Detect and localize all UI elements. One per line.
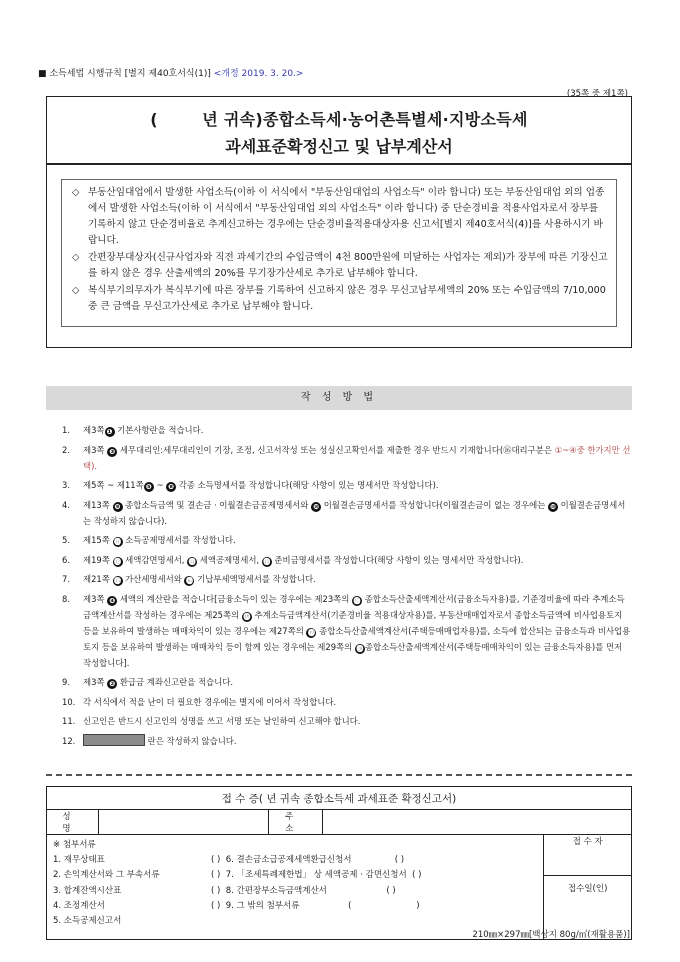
attachments-list: ※ 첨부서류 1. 재무상태표 ( ) 6. 결손금소급공제세액환급신청서 ( ) 2. 손익계산서와 그 부속서류 ( ) 7. 「조세특례제한법」 상 세액공제 · 감면신청서 ( ) 3. 합계잔액시산표 ( ) 8. 간편장부소득금액계산서 ( ) 4. 조정계산서 ( ) 9. 그 밖의 첨부서류 ( ) 5. 소득공제신고서: [47, 835, 544, 940]
circled-number-icon: ❹: [107, 596, 117, 606]
item-text: 제13쪽: [83, 499, 113, 510]
diamond-icon: ◇: [72, 285, 80, 296]
circled-number-icon: ⓮: [263, 557, 271, 566]
attachments-heading: ※ 첨부서류: [53, 840, 96, 850]
item-text: 제3쪽: [83, 444, 108, 455]
item-text: 제21쪽: [83, 574, 113, 584]
item-number: 6.: [62, 554, 70, 565]
instructions-heading: 작 성 방 법: [46, 386, 632, 410]
instruction-item: [62, 733, 632, 749]
title-paren: (: [150, 110, 158, 129]
item-text: 가산세명세서와: [122, 574, 185, 584]
circled-number-icon: ❽: [166, 482, 176, 492]
instruction-item: [62, 591, 632, 671]
item-text: 제15쪽: [83, 535, 113, 545]
receiver-cell: [544, 835, 632, 876]
circled-number-icon: ⓲: [243, 612, 251, 621]
title-line1-text: 년 귀속)종합소득세·농어촌특별세·지방소득세: [202, 110, 528, 129]
address-label: 주 소: [268, 810, 322, 835]
item-text: 기본사항란을 적습니다.: [114, 425, 204, 435]
item-text: 준비금명세서를 작성합니다(해당 사항이 있는 명세서만 작성합니다).: [271, 554, 524, 565]
circled-number-icon: ❿: [311, 502, 321, 512]
attachment-item: 5. 소득공제신고서: [53, 916, 122, 927]
circled-number-icon: ⓳: [307, 628, 315, 637]
circled-number-icon: ❸: [107, 447, 117, 457]
name-field[interactable]: [98, 810, 268, 835]
item-number: 8.: [62, 593, 70, 604]
attachment-item: 3. 합계잔액시산표: [53, 885, 122, 896]
item-text: 신고인은 반드시 신고인의 성명을 쓰고 서명 또는 날인하여 신고해야 합니다.: [83, 716, 361, 726]
check-paren[interactable]: ( ): [394, 855, 405, 866]
instruction-item: [62, 552, 632, 568]
item-number: 5.: [62, 535, 70, 545]
instruction-item: [62, 477, 632, 493]
form-title-line1: [47, 107, 631, 130]
item-text: 각종 소득명세서를 작성합니다(해당 사항이 있는 명세서만 작성합니다).: [176, 480, 439, 490]
attachment-item: 9. 그 밖의 첨부서류: [225, 900, 300, 911]
diamond-icon: ◇: [72, 187, 80, 198]
notice-item: [72, 185, 608, 249]
item-text: 종합소득산출세액계산서(금융소득자용)를, 기준경비율에 따라 추계소득금액계산서를 작성하는 경우에는 제25쪽의: [83, 593, 625, 620]
item-number: 4.: [62, 499, 70, 510]
attachment-item: 2. 손익계산서와 그 부속서류: [53, 870, 160, 881]
form-header: [38, 66, 303, 79]
notice-box: [46, 164, 632, 348]
diamond-icon: ◇: [72, 252, 80, 263]
item-text: 제3쪽: [83, 677, 108, 687]
item-text: 세액공제명세서,: [197, 554, 262, 565]
notice-text: 간편장부대상자(신규사업자와 직전 과세기간의 수입금액이 4천 800만원에 미달하는 사업자는 제외)가 장부에 따른 기장신고를 하지 않은 경우 산출세액의 20%를 무기장가산세로 추가로 납부해야 합니다.: [88, 252, 608, 279]
item-text: 란은 작성하지 않습니다.: [147, 735, 237, 746]
circled-number-icon: ⓬: [114, 557, 121, 566]
check-paren[interactable]: ( ): [211, 900, 221, 911]
notice-item: [72, 250, 608, 282]
item-number: 7.: [62, 574, 70, 584]
form-title-line2: 과세표준확정신고 및 납부계산서: [225, 137, 453, 156]
gray-field-swatch: [83, 734, 145, 746]
item-text: 종합소득산출세액계산서(주택등매매업자용)를, 소득에 합산되는 금융소득과 비사업용토지 등을 보유하여 발생하는 매매차익 등이 함께 있는 경우에는 제29쪽의: [83, 625, 631, 652]
notice-text: 부동산임대업에서 발생한 사업소득(이하 이 서식에서 "부동산임대업의 사업소득" 이라 합니다) 또는 부동산임대업 외의 업종에서 발생한 사업소득(이하 이 서식에서 "부동산임대업 외의 사업소득" 이라 합니다) 중 단순경비율 적용사업자로서 장부를 기록하지 않고 단순경비율로 추계신고하는 경우에는 단순경비율적용대상자용 신고서[별지 제40호서식(4)]를 사용하시기 바랍니다.: [88, 187, 605, 246]
receipt-date-label: 접수일(인): [567, 884, 608, 894]
item-text: 제5쪽 ~ 제11쪽: [83, 480, 144, 490]
circled-number-icon: ⓱: [353, 596, 361, 605]
instruction-item: [62, 532, 632, 548]
circled-number-icon: ❿: [548, 502, 558, 512]
circled-number-icon: ❶: [105, 427, 115, 437]
item-text: 제3쪽: [83, 593, 108, 604]
check-paren[interactable]: ( ): [386, 885, 396, 896]
check-paren[interactable]: ( ): [211, 870, 221, 881]
name-label: 성 명: [47, 810, 99, 835]
attachment-item: 7. 「조세특례제한법」 상 세액공제 · 감면신청서: [225, 870, 407, 881]
item-text: 이월결손금명세서는 작성하지 않습니다).: [83, 499, 626, 526]
instruction-item: [62, 571, 632, 587]
item-text: ①~④: [554, 444, 577, 455]
circled-number-icon: ❷: [107, 679, 117, 689]
instruction-item: [62, 674, 632, 690]
receipt-table: [46, 786, 632, 940]
circled-number-icon: ⓯: [114, 577, 121, 585]
attachment-item: 6. 결손금소급공제세액환급신청서: [225, 855, 352, 866]
item-text: 중 한가지만 선택).: [83, 444, 631, 471]
circled-number-icon: ⓴: [356, 644, 364, 653]
item-text: 종합소득금액 및 결손금 · 이월결손금공제명세서와: [122, 499, 312, 510]
instruction-item: [62, 422, 632, 438]
revision-date: <개정 2019. 3. 20.>: [213, 69, 304, 79]
check-paren[interactable]: ( ): [412, 870, 422, 881]
item-number: 10.: [62, 696, 76, 707]
instruction-item: [62, 694, 632, 710]
form-reference: ■ 소득세법 시행규칙 [별지 제40호서식(1)]: [38, 69, 214, 79]
item-text: 세액의 계산란을 적습니다[금융소득이 있는 경우에는 제23쪽의: [117, 593, 352, 604]
item-number: 12.: [62, 735, 76, 746]
instruction-item: [62, 713, 632, 729]
item-number: 11.: [62, 716, 76, 726]
item-text: 기납부세액명세서를 작성합니다.: [194, 574, 316, 584]
instruction-item: [62, 442, 632, 474]
receiver-label: 접 수 자: [572, 837, 603, 847]
instruction-item: [62, 497, 632, 529]
item-text: 소득공제명세서를 작성합니다.: [122, 535, 236, 545]
page-info: (35쪽 중 제1쪽): [566, 89, 628, 99]
item-number: 9.: [62, 677, 70, 687]
cut-line: [46, 774, 632, 776]
circled-number-icon: ⓭: [188, 557, 196, 566]
notice-item: [72, 283, 608, 315]
circled-number-icon: ⓫: [114, 538, 121, 546]
item-text: 세무대리인:세무대리인이 기장, 조정, 신고서작성 또는 성실신고확인서를 제출한 경우 반드시 기재합니다(⑯대리구분은: [117, 444, 555, 455]
item-number: 2.: [62, 444, 70, 455]
item-text: 제19쪽: [83, 554, 113, 565]
item-text: 각 서식에서 적을 난이 더 필요한 경우에는 별지에 이어서 작성합니다.: [83, 696, 337, 707]
check-paren[interactable]: ( ): [211, 885, 221, 896]
item-text: 종합소득산출세액계산서(주택등매매차익이 있는 금융소득자용)를 먼저 작성합니다].: [83, 641, 623, 668]
item-number: 1.: [62, 425, 70, 435]
item-text: 이월결손금명세서를 작성합니다(이월결손금이 없는 경우에는: [321, 499, 548, 510]
item-text: 제3쪽: [83, 425, 105, 435]
item-text: 추계소득금액계산서(기준경비율 적용대상자용)를, 부동산매매업자로서 종합소득금액에 비사업용토지 등을 보유하여 발생하는 매매차익이 있는 경우에는 제27쪽의: [83, 609, 623, 636]
notice-text: 복식부기의무자가 복식부기에 따른 장부를 기록하여 신고하지 않은 경우 무신고납부세액의 20% 또는 수입금액의 7/10,000 중 큰 금액을 무신고가산세로 추가로 납부해야 합니다.: [88, 285, 606, 312]
item-text: 환급금 계좌신고란을 적습니다.: [117, 677, 233, 687]
attachment-item: 8. 간편장부소득금액계산서: [225, 885, 327, 896]
address-field[interactable]: [322, 810, 631, 835]
instructions-list: [62, 422, 632, 752]
circled-number-icon: ❺: [144, 482, 154, 492]
item-text: 세액감면명세서,: [122, 554, 188, 565]
attachment-item: 4. 조정계산서: [53, 900, 105, 911]
check-paren[interactable]: ( ): [211, 855, 221, 866]
paper-spec: 210㎜×297㎜[백상지 80g/㎡(재활용품)]: [472, 930, 630, 940]
attachment-item: 1. 재무상태표: [53, 855, 105, 866]
circled-number-icon: ❾: [113, 502, 123, 512]
item-number: 3.: [62, 480, 70, 490]
item-text: ~: [153, 480, 167, 490]
circled-number-icon: ⓰: [185, 577, 193, 585]
receipt-title: 접 수 증( 년 귀속 종합소득세 과세표준 확정신고서): [47, 787, 632, 810]
notice-inner: [61, 179, 617, 327]
title-box: [46, 96, 632, 164]
